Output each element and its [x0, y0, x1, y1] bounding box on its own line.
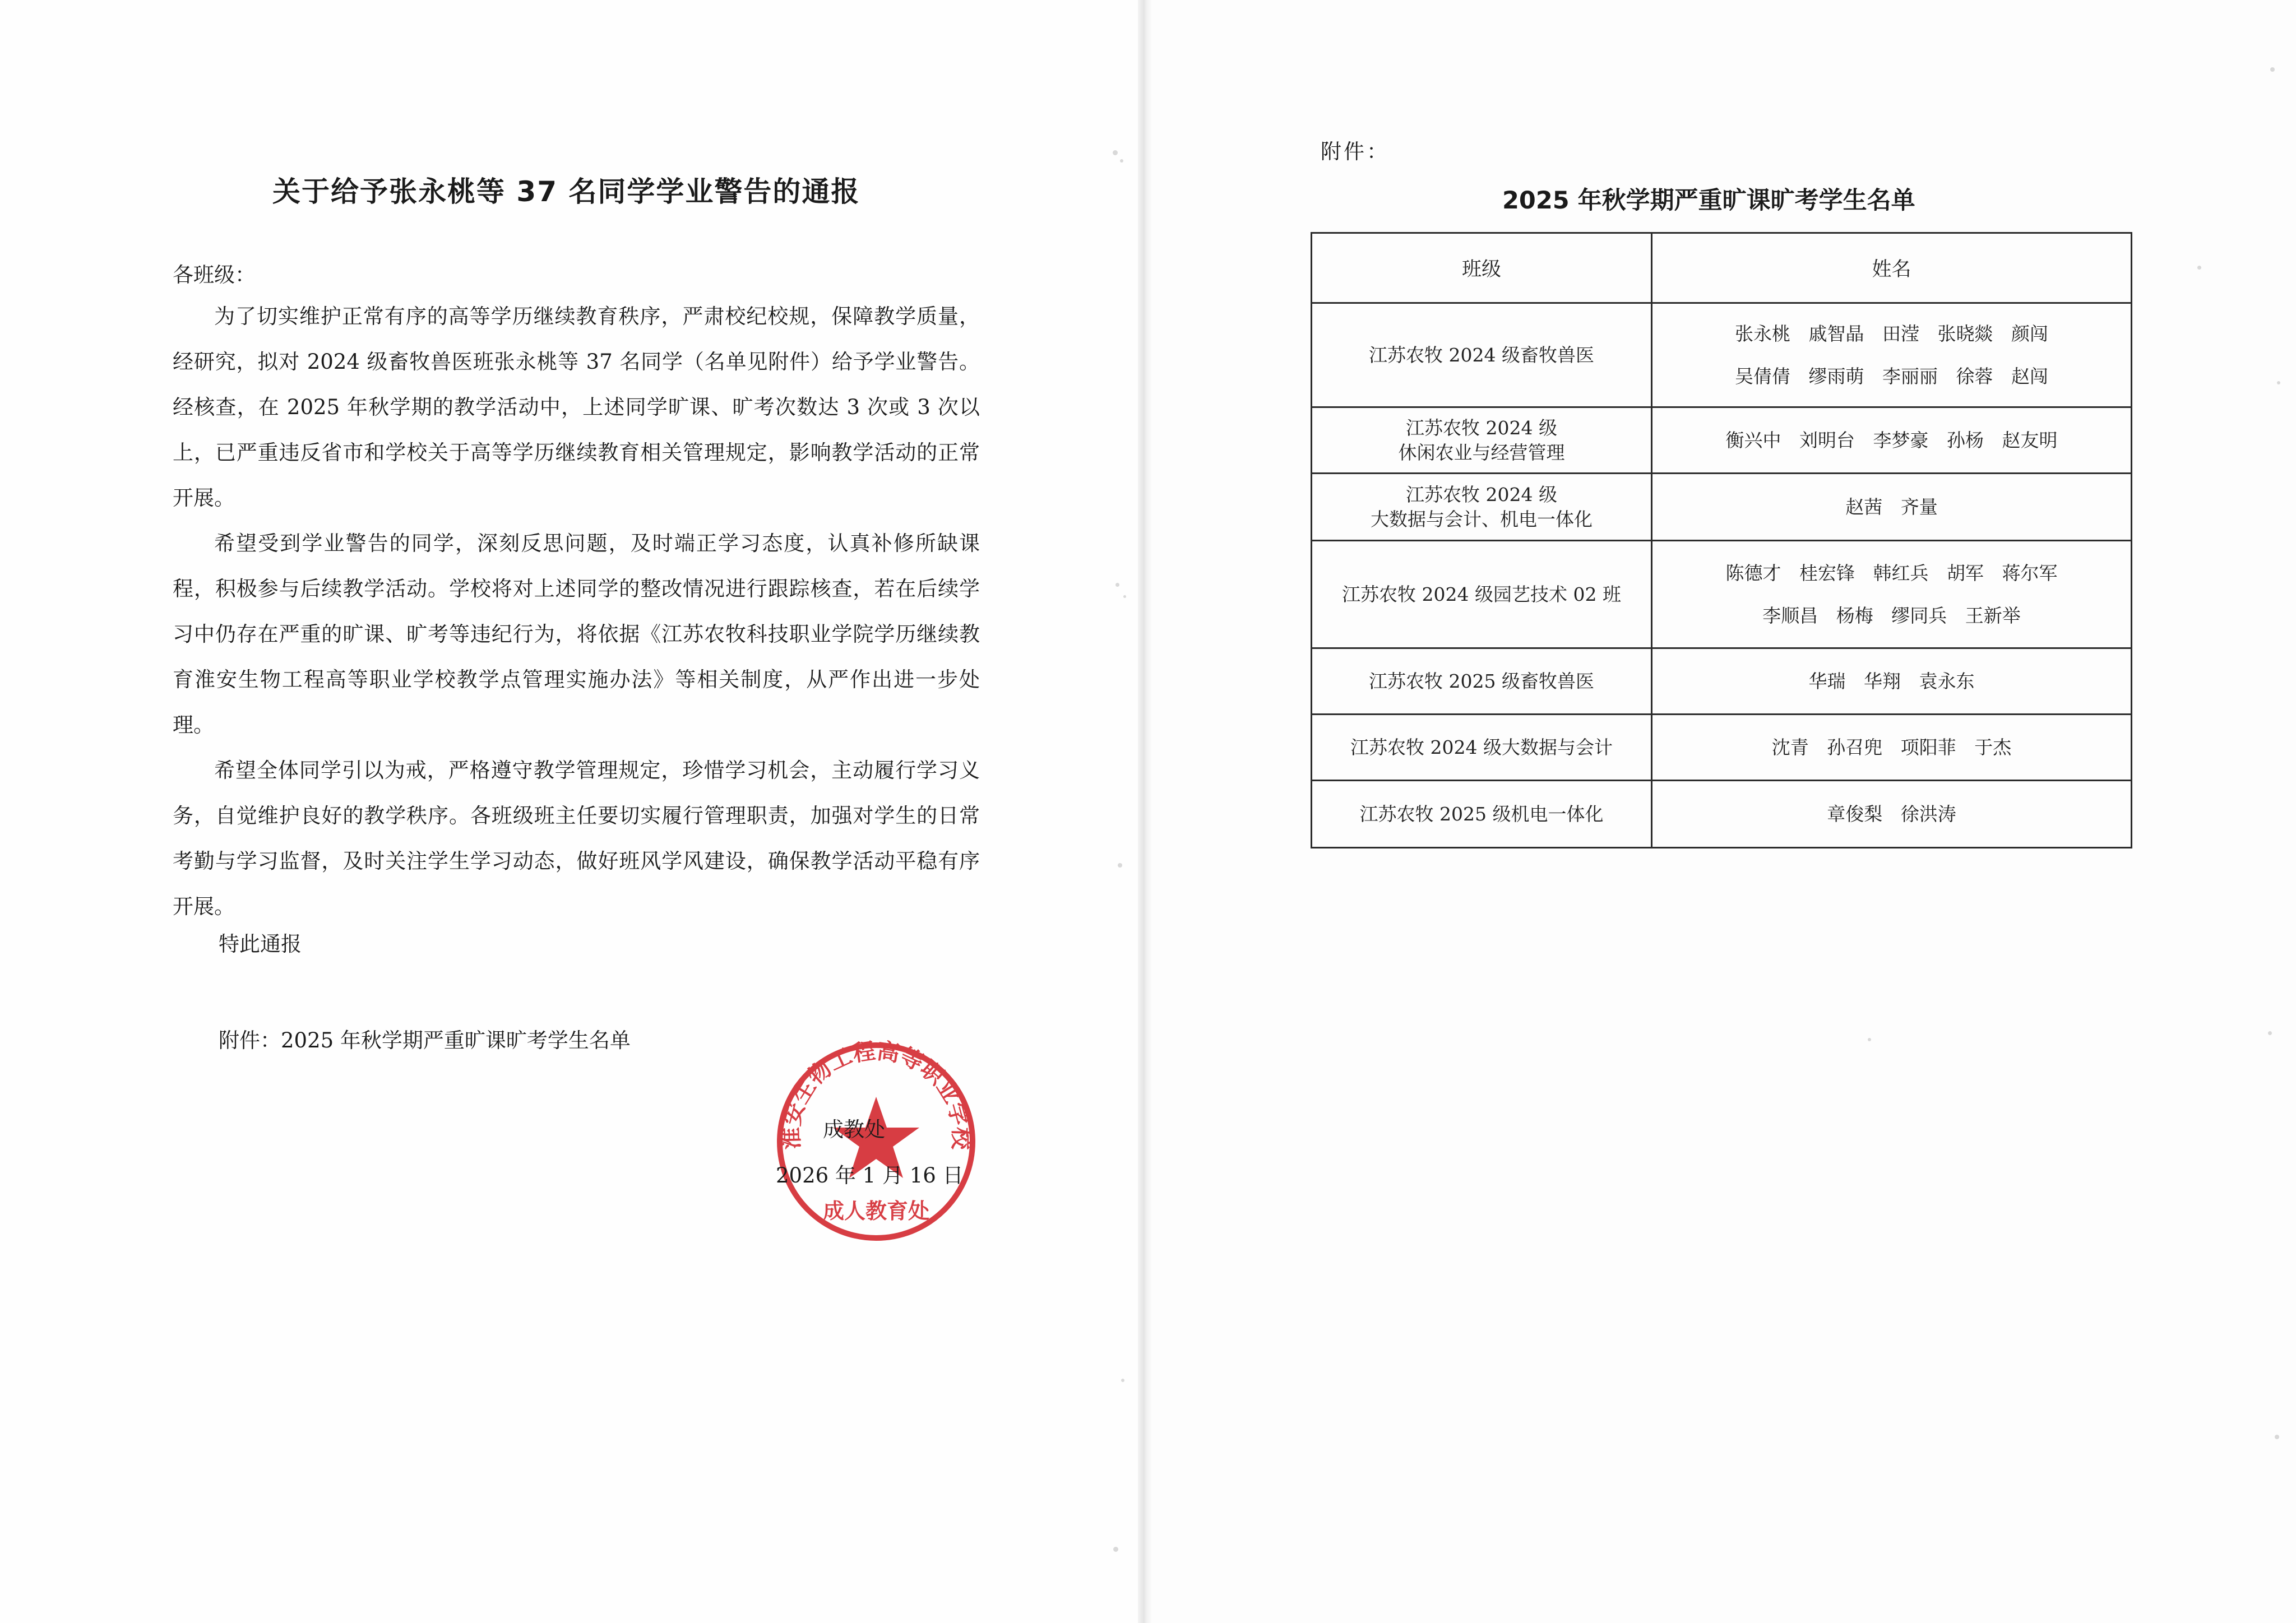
student-name: 于杰 [1974, 736, 2012, 758]
name-line [1661, 793, 2122, 836]
name-line [1661, 355, 2122, 398]
name-line [1661, 660, 2122, 703]
table-row [1312, 648, 2132, 715]
student-name: 李顺昌 [1762, 604, 1818, 627]
notice-paragraph: 希望受到学业警告的同学，深刻反思问题，及时端正学习态度，认真补修所缺课程，积极参与后续教学活动。学校将对上述同学的整改情况进行跟踪核查，若在后续学习中仍存在严重的旷课、旷考等违纪行为，将依据《江苏农牧科技职业学院学历继续教育淮安生物工程高等职业学校教学点管理实施办法》等相关制度，从严作出进一步处理。 [173, 531, 980, 737]
table-row [1312, 407, 2132, 474]
issuer-name: 成教处 [823, 1117, 885, 1142]
name-line [1661, 552, 2122, 595]
class-cell [1312, 648, 1652, 715]
student-name: 沈青 [1771, 736, 1809, 758]
student-name: 蒋尔军 [2002, 562, 2058, 584]
student-name: 项阳菲 [1900, 736, 1956, 758]
student-name: 王新举 [1965, 604, 2021, 627]
student-name: 华翔 [1864, 670, 1901, 692]
student-name: 韩红兵 [1873, 562, 1929, 584]
student-name: 田滢 [1882, 322, 1919, 345]
student-name: 桂宏锋 [1799, 562, 1855, 584]
name-line [1661, 419, 2122, 462]
class-line: 江苏农牧 2024 级 [1406, 483, 1557, 506]
table-row [1312, 715, 2132, 781]
scan-speck [1120, 159, 1123, 163]
scan-speck [1123, 595, 1126, 598]
student-name: 李梦豪 [1873, 429, 1929, 451]
seal-inner-text: 成人教育处 [822, 1199, 930, 1223]
student-list-table [1311, 232, 2132, 848]
student-name: 李丽丽 [1882, 365, 1938, 387]
notice-paragraph: 为了切实维护正常有序的高等学历继续教育秩序，严肃校纪校规，保障教学质量，经研究，拟对 2024 级畜牧兽医班张永桃等 37 名同学（名单见附件）给予学业警告。经核查，在 2025 年秋学期的教学活动中，上述同学旷课、旷考次数达 3 次或 3 次以上，已严重违反省市和学校关于高等学历继续教育相关管理规定，影响教学活动的正常开展。 [173, 304, 980, 510]
names-cell [1652, 648, 2132, 715]
class-line: 江苏农牧 2025 级机电一体化 [1359, 803, 1604, 825]
names-cell [1652, 474, 2132, 541]
class-line: 江苏农牧 2024 级 [1406, 416, 1557, 439]
student-name: 章俊梨 [1827, 803, 1883, 825]
class-line: 江苏农牧 2024 级大数据与会计 [1350, 736, 1613, 758]
student-name: 刘明台 [1799, 429, 1855, 451]
notice-title: 关于给予张永桃等 37 名同学学业警告的通报 [272, 175, 860, 208]
student-name: 赵茜 [1845, 495, 1883, 518]
student-name: 徐洪涛 [1900, 803, 1956, 825]
student-name: 胡军 [1947, 562, 1984, 584]
table-row [1312, 781, 2132, 848]
header-names: 姓名 [1652, 233, 2132, 303]
names-cell [1652, 781, 2132, 848]
class-line: 江苏农牧 2024 级畜牧兽医 [1369, 344, 1594, 366]
table-row [1312, 474, 2132, 541]
seal-outer-text: 淮安生物工程高等职业学校 [778, 1038, 974, 1150]
student-name: 赵友明 [2002, 429, 2058, 451]
student-name: 华瑞 [1808, 670, 1846, 692]
name-line [1661, 726, 2122, 769]
class-cell [1312, 541, 1652, 648]
attachment-reference: 附件：2025 年秋学期严重旷课旷考学生名单 [219, 1028, 631, 1052]
closing-line: 特此通报 [219, 932, 302, 956]
student-name: 戚智晶 [1808, 322, 1864, 345]
student-name: 张永桃 [1735, 322, 1790, 345]
notice-body [173, 294, 980, 929]
student-name: 陈德才 [1725, 562, 1781, 584]
scan-speck [1118, 863, 1122, 868]
student-name: 袁永东 [1919, 670, 1975, 692]
class-cell [1312, 474, 1652, 541]
header-class: 班级 [1312, 233, 1652, 303]
student-name: 孙召兜 [1827, 736, 1883, 758]
names-cell [1652, 715, 2132, 781]
scan-speck [1121, 1379, 1124, 1382]
table-row [1312, 541, 2132, 648]
names-cell [1652, 303, 2132, 407]
scan-speck [1115, 583, 1119, 587]
class-cell [1312, 303, 1652, 407]
attachment-title: 2025 年秋学期严重旷课旷考学生名单 [1502, 187, 1915, 215]
notice-paragraph: 希望全体同学引以为戒，严格遵守教学管理规定，珍惜学习机会，主动履行学习义务，自觉维护良好的教学秩序。各班级班主任要切实履行管理职责，加强对学生的日常考勤与学习监督，及时关注学生学习动态，做好班风学风建设，确保教学活动平稳有序开展。 [173, 758, 980, 919]
class-line: 江苏农牧 2025 级畜牧兽医 [1369, 670, 1594, 692]
student-name: 张晓燚 [1937, 322, 1993, 345]
student-name: 徐蓉 [1956, 365, 1993, 387]
name-line [1661, 486, 2122, 528]
names-cell [1652, 407, 2132, 474]
notice-page [0, 0, 1144, 1623]
student-name: 赵闯 [2011, 365, 2048, 387]
names-cell [1652, 541, 2132, 648]
table-header-row [1312, 233, 2132, 303]
class-cell [1312, 715, 1652, 781]
student-name: 杨梅 [1836, 604, 1873, 627]
student-name: 缪雨萌 [1808, 365, 1864, 387]
student-name: 齐量 [1900, 495, 1938, 518]
issue-date: 2026 年 1 月 16 日 [776, 1163, 964, 1188]
class-line: 江苏农牧 2024 级园艺技术 02 班 [1342, 583, 1621, 605]
student-name: 衡兴中 [1725, 429, 1781, 451]
name-line [1661, 313, 2122, 355]
class-cell [1312, 407, 1652, 474]
attachment-label: 附件： [1321, 140, 1390, 164]
class-line: 休闲农业与经营管理 [1398, 441, 1565, 463]
class-cell [1312, 781, 1652, 848]
table-row [1312, 303, 2132, 407]
class-line: 大数据与会计、机电一体化 [1371, 508, 1593, 530]
name-line [1661, 595, 2122, 637]
scan-speck [1113, 1547, 1118, 1552]
scan-speck [1113, 150, 1118, 155]
student-name: 缪同兵 [1891, 604, 1947, 627]
student-name: 颜闯 [2011, 322, 2048, 345]
salutation: 各班级： [173, 263, 256, 287]
student-name: 孙杨 [1947, 429, 1984, 451]
student-name: 吴倩倩 [1735, 365, 1790, 387]
